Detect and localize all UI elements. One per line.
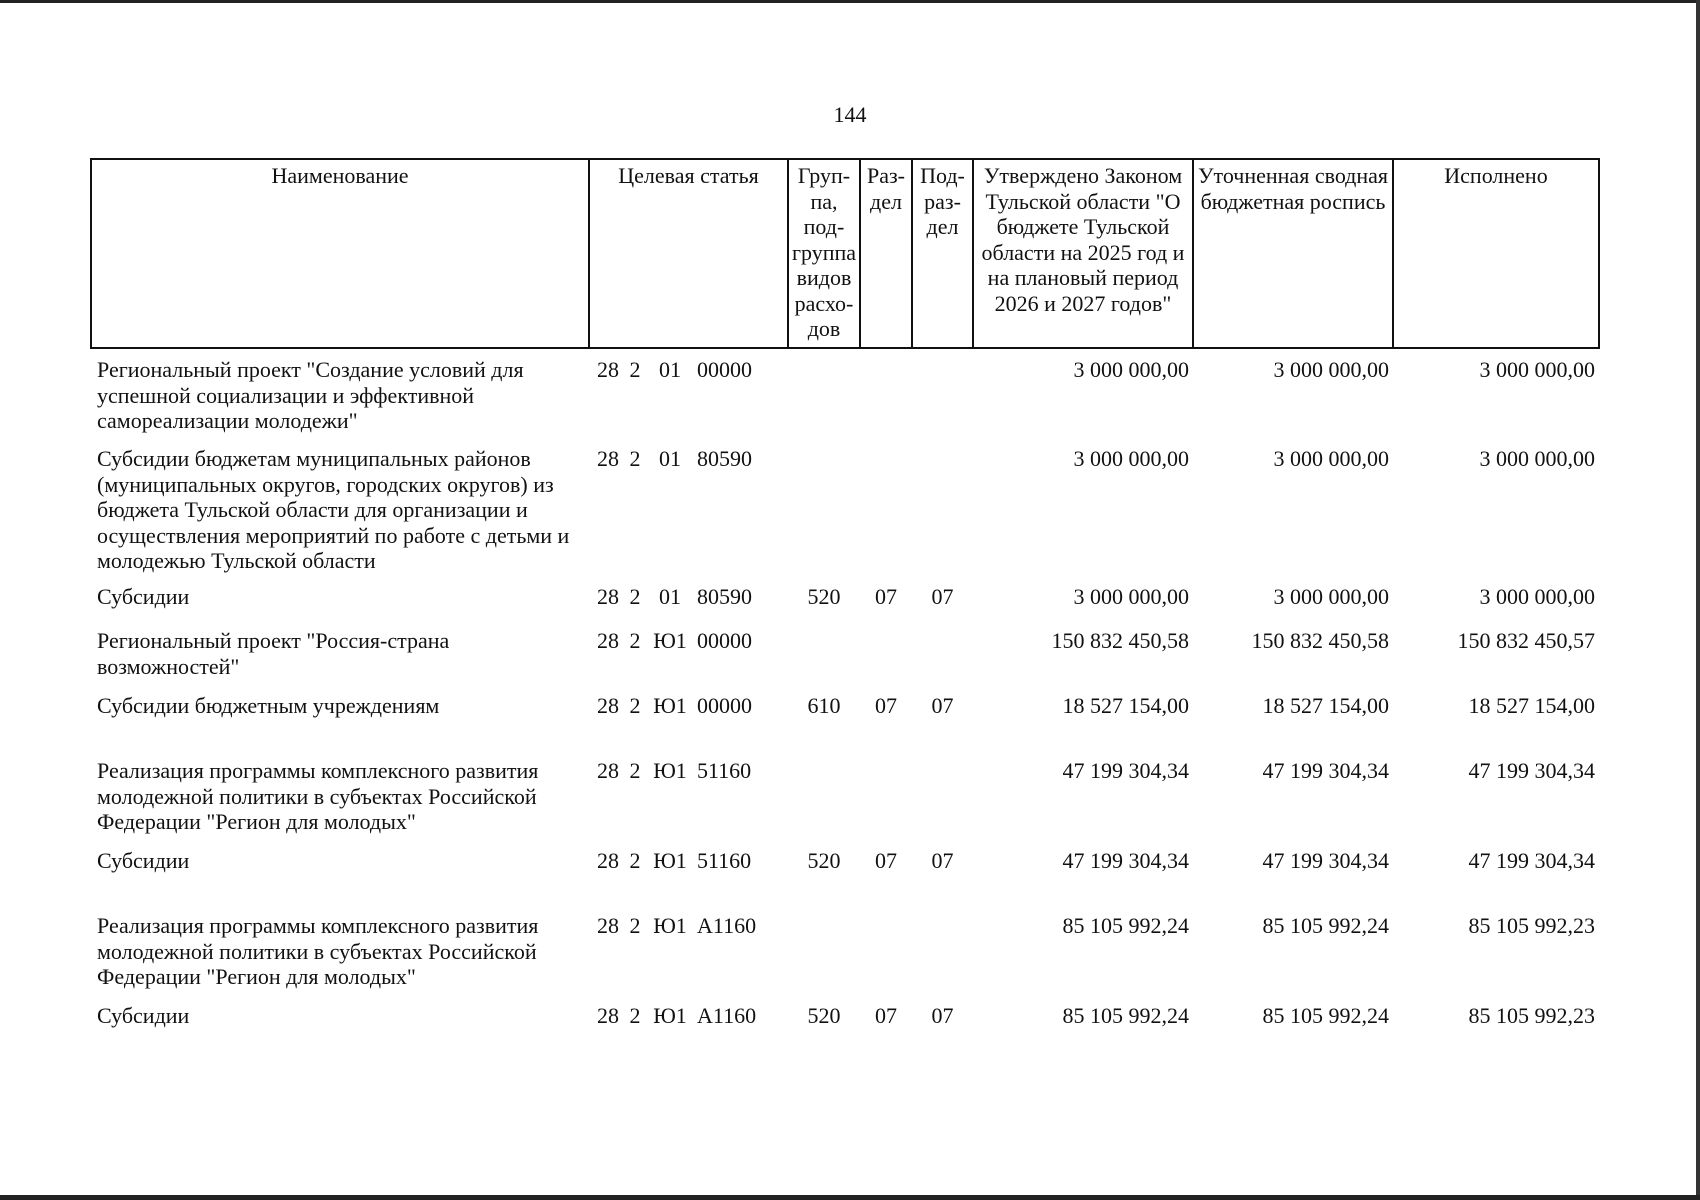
row-approved-amount: 85 105 992,24 [1062,1003,1189,1028]
row-group: 610 [807,693,841,718]
row-approved-amount: 3 000 000,00 [1073,584,1189,609]
row-section [860,750,912,840]
row-approved-amount: 3 000 000,00 [1073,357,1189,382]
row-section: 07 [875,693,897,718]
header-target-article: Целевая статья [589,159,788,348]
header-group: Груп- па, под- группа видов расхо- дов [788,159,860,348]
row-executed-amount: 150 832 450,57 [1457,628,1595,653]
row-subsection: 07 [931,693,954,718]
row-section [860,620,912,685]
row-group [788,620,860,685]
row-approved-amount: 18 527 154,00 [1062,693,1189,718]
row-refined-amount: 85 105 992,24 [1262,913,1389,938]
budget-table [90,158,1600,1035]
target-program-code: 28 [597,584,619,609]
table-body [91,348,1599,1035]
row-executed-amount: 47 199 304,34 [1468,848,1595,873]
target-direction-code: 51160 [697,758,752,783]
target-subprogram-code: 2 [629,1003,641,1028]
row-executed-amount: 85 105 992,23 [1468,913,1595,938]
row-section [860,438,912,576]
table-row [91,905,1599,995]
target-project-code: Ю1 [653,913,687,938]
row-target-article [589,348,788,438]
row-subsection [912,620,973,685]
target-program-code: 28 [597,357,619,382]
row-group: 520 [807,848,841,873]
row-name: Субсидии [97,1003,190,1028]
row-executed-amount: 3 000 000,00 [1479,584,1595,609]
row-subsection: 07 [931,584,954,609]
row-name: Субсидии бюджетным учреждениям [97,693,440,718]
target-subprogram-code: 2 [629,628,641,653]
row-approved-amount: 47 199 304,34 [1062,848,1189,873]
row-subsection: 07 [931,848,954,873]
header-approved: Утверждено Законом Тульской области "О бюджете Тульской области на 2025 год и на плановый период 2026 и 2027 годов" [973,159,1193,348]
row-name: Региональный проект "Создание условий для успешной социализации и эффективной самореализации молодежи" [97,357,524,433]
row-group [788,905,860,995]
table-header-row [91,159,1599,348]
row-target-article [589,905,788,995]
target-program-code: 28 [597,913,619,938]
table-row [91,348,1599,438]
row-refined-amount: 85 105 992,24 [1262,1003,1389,1028]
table-row [91,438,1599,576]
target-direction-code: 80590 [697,584,752,609]
scan-edge-right [1696,0,1700,1200]
table-row [91,685,1599,750]
row-target-article [589,685,788,750]
row-refined-amount: 3 000 000,00 [1273,357,1389,382]
table-row [91,840,1599,905]
row-executed-amount: 3 000 000,00 [1479,446,1595,471]
row-target-article [589,840,788,905]
target-project-code: Ю1 [653,693,687,718]
target-project-code: 01 [659,446,681,471]
row-section: 07 [875,1003,897,1028]
row-section: 07 [875,584,897,609]
target-direction-code: 00000 [697,357,752,382]
table-row [91,995,1599,1035]
row-subsection [912,750,973,840]
row-subsection [912,438,973,576]
table-row [91,750,1599,840]
target-program-code: 28 [597,446,619,471]
header-refined: Уточненная сводная бюджетная роспись [1193,159,1393,348]
row-section [860,348,912,438]
row-subsection [912,348,973,438]
row-target-article [589,620,788,685]
row-target-article [589,576,788,620]
row-name: Субсидии бюджетам муниципальных районов (муниципальных округов, городских округов) из бюджета Тульской области для организации и осуществления мероприятий по работе с детьми и молодежью Тульской области [97,446,570,573]
row-group: 520 [807,584,841,609]
row-name: Реализация программы комплексного развития молодежной политики в субъектах Российской Федерации "Регион для молодых" [97,913,539,989]
scan-edge-bottom [0,1195,1700,1200]
row-target-article [589,438,788,576]
target-project-code: 01 [659,584,681,609]
target-subprogram-code: 2 [629,693,641,718]
row-target-article [589,995,788,1035]
row-name: Реализация программы комплексного развития молодежной политики в субъектах Российской Федерации "Регион для молодых" [97,758,539,834]
row-refined-amount: 47 199 304,34 [1262,848,1389,873]
row-name: Субсидии [97,584,190,609]
row-section: 07 [875,848,897,873]
row-target-article [589,750,788,840]
target-program-code: 28 [597,848,619,873]
target-subprogram-code: 2 [629,758,641,783]
page-number: 144 [833,102,867,127]
row-executed-amount: 18 527 154,00 [1468,693,1595,718]
target-program-code: 28 [597,628,619,653]
row-group: 520 [807,1003,841,1028]
row-refined-amount: 3 000 000,00 [1273,584,1389,609]
row-group [788,438,860,576]
row-approved-amount: 85 105 992,24 [1062,913,1189,938]
target-program-code: 28 [597,758,619,783]
target-direction-code: A1160 [697,1003,757,1028]
target-subprogram-code: 2 [629,913,641,938]
target-project-code: 01 [659,357,681,382]
target-program-code: 28 [597,693,619,718]
row-refined-amount: 150 832 450,58 [1251,628,1389,653]
header-subsection: Под- раз- дел [912,159,973,348]
scan-edge-top [0,0,1700,3]
row-executed-amount: 85 105 992,23 [1468,1003,1595,1028]
target-project-code: Ю1 [653,1003,687,1028]
row-subsection [912,905,973,995]
target-project-code: Ю1 [653,848,687,873]
header-executed: Исполнено [1393,159,1599,348]
header-section: Раз- дел [860,159,912,348]
target-direction-code: 00000 [697,693,752,718]
target-subprogram-code: 2 [629,446,641,471]
row-refined-amount: 3 000 000,00 [1273,446,1389,471]
row-group [788,750,860,840]
target-direction-code: A1160 [697,913,757,938]
row-refined-amount: 47 199 304,34 [1262,758,1389,783]
table-row [91,576,1599,620]
row-name: Региональный проект "Россия-страна возможностей" [97,628,450,679]
row-executed-amount: 47 199 304,34 [1468,758,1595,783]
target-direction-code: 80590 [697,446,752,471]
row-approved-amount: 3 000 000,00 [1073,446,1189,471]
target-project-code: Ю1 [653,628,687,653]
target-program-code: 28 [597,1003,619,1028]
row-refined-amount: 18 527 154,00 [1262,693,1389,718]
row-name: Субсидии [97,848,190,873]
row-executed-amount: 3 000 000,00 [1479,357,1595,382]
target-subprogram-code: 2 [629,584,641,609]
row-approved-amount: 47 199 304,34 [1062,758,1189,783]
target-subprogram-code: 2 [629,848,641,873]
header-name: Наименование [91,159,589,348]
row-section [860,905,912,995]
row-subsection: 07 [931,1003,954,1028]
target-direction-code: 51160 [697,848,752,873]
table-row [91,620,1599,685]
target-subprogram-code: 2 [629,357,641,382]
row-group [788,348,860,438]
row-approved-amount: 150 832 450,58 [1051,628,1189,653]
target-direction-code: 00000 [697,628,752,653]
target-project-code: Ю1 [653,758,687,783]
